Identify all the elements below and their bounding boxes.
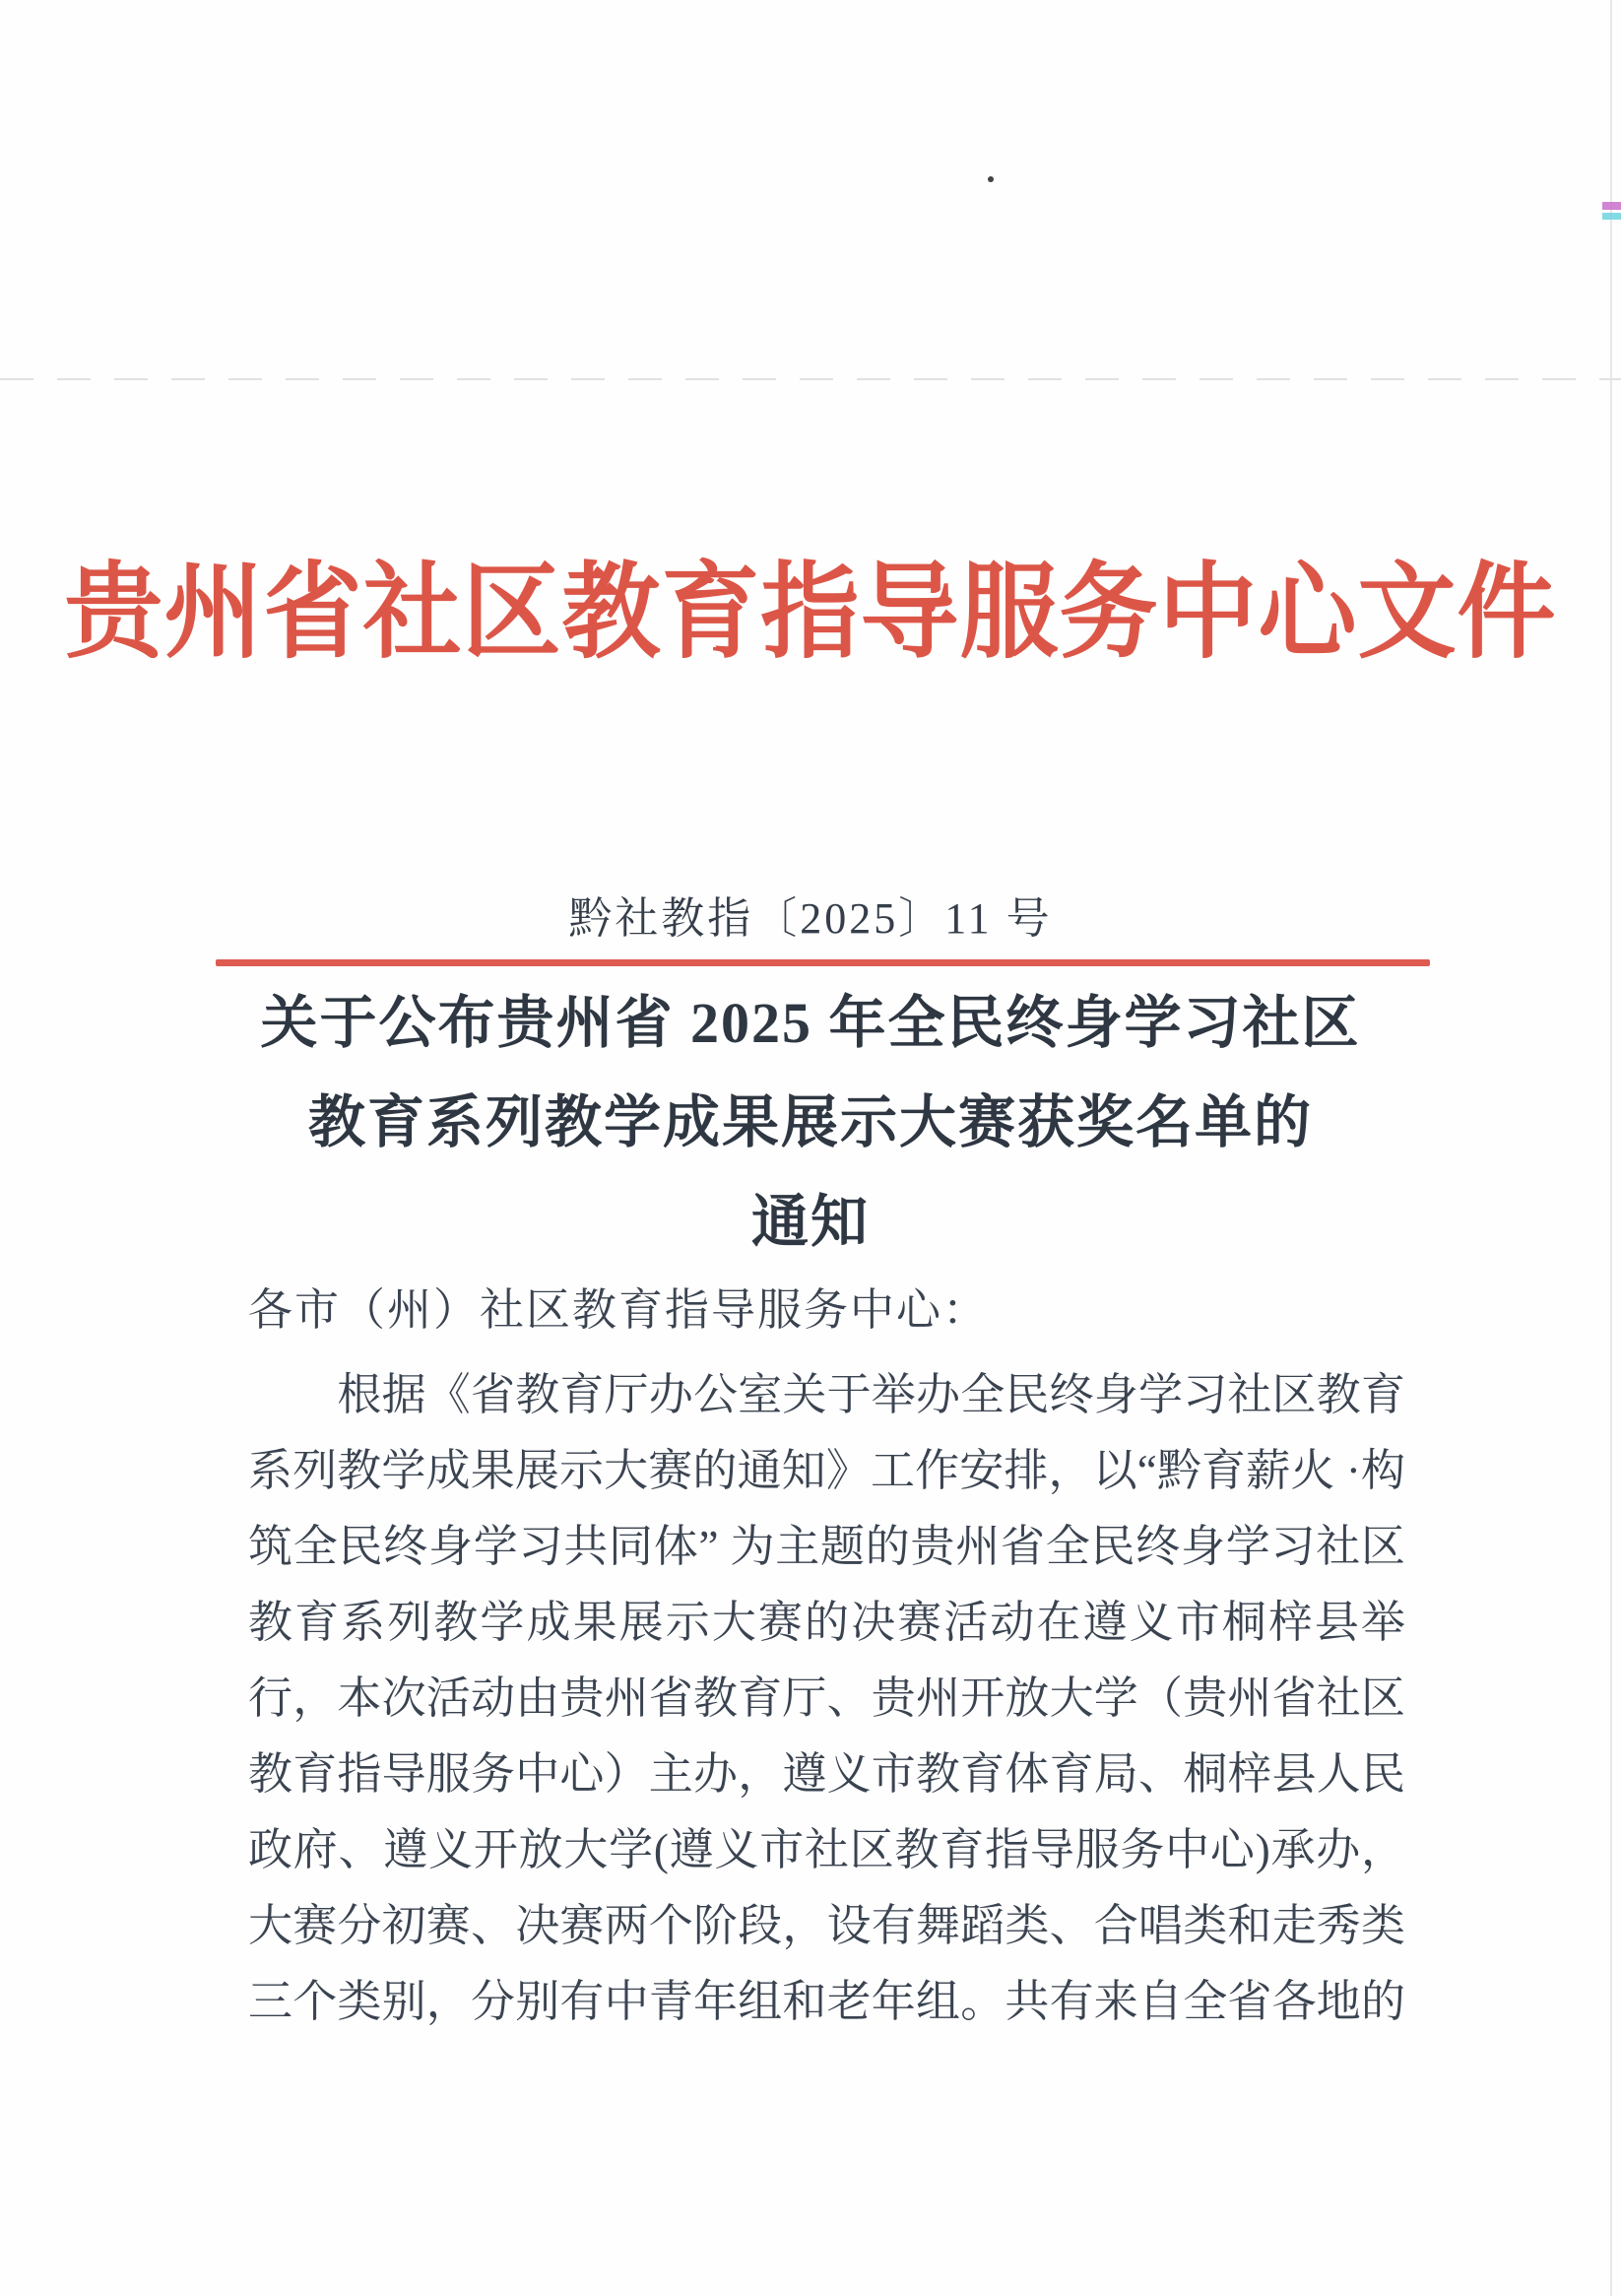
body-line: 筑全民终身学习共同体” 为主题的贵州省全民终身学习社区: [248, 1522, 1405, 1571]
salutation-line: 各市（州）社区教育指导服务中心：: [248, 1285, 990, 1335]
document-title-line: 教育系列教学成果展示大赛获奖名单的: [307, 1090, 1313, 1154]
scan-artifact-magenta-mark: [1602, 202, 1621, 210]
scan-artifact-horizontal-line: [0, 378, 1621, 380]
scan-artifact-cyan-mark: [1602, 213, 1621, 220]
document-title-line: 通知: [750, 1190, 870, 1254]
body-line: 政府、遵义开放大学(遵义市社区教育指导服务中心)承办，: [248, 1825, 1405, 1874]
body-line: 教育指导服务中心）主办，遵义市教育体育局、桐梓县人民: [248, 1749, 1405, 1799]
letterhead-org-title: 贵州省社区教育指导服务中心文件: [64, 555, 1557, 672]
document-title: [0, 973, 1621, 1272]
document-number: 黔社教指〔2025〕11 号: [568, 894, 1053, 943]
scan-artifact-ink-dot: [988, 176, 994, 182]
body-line: 系列教学成果展示大赛的通知》工作安排，以“黔育薪火 ·构: [248, 1446, 1405, 1495]
body-line: 根据《省教育厅办公室关于举办全民终身学习社区教育: [248, 1370, 1405, 1419]
body-line: 大赛分初赛、决赛两个阶段，设有舞蹈类、合唱类和走秀类: [248, 1901, 1405, 1950]
document-title-line: 关于公布贵州省 2025 年全民终身学习社区: [260, 991, 1361, 1055]
body-line: 行，本次活动由贵州省教育厅、贵州开放大学（贵州省社区: [248, 1673, 1405, 1723]
red-separator-rule: [216, 959, 1430, 966]
body-paragraph: [248, 1357, 1405, 2040]
body-line: 三个类别，分别有中青年组和老年组。共有来自全省各地的: [248, 1977, 1405, 2026]
body-line: 教育系列教学成果展示大赛的决赛活动在遵义市桐梓县举: [248, 1598, 1405, 1647]
